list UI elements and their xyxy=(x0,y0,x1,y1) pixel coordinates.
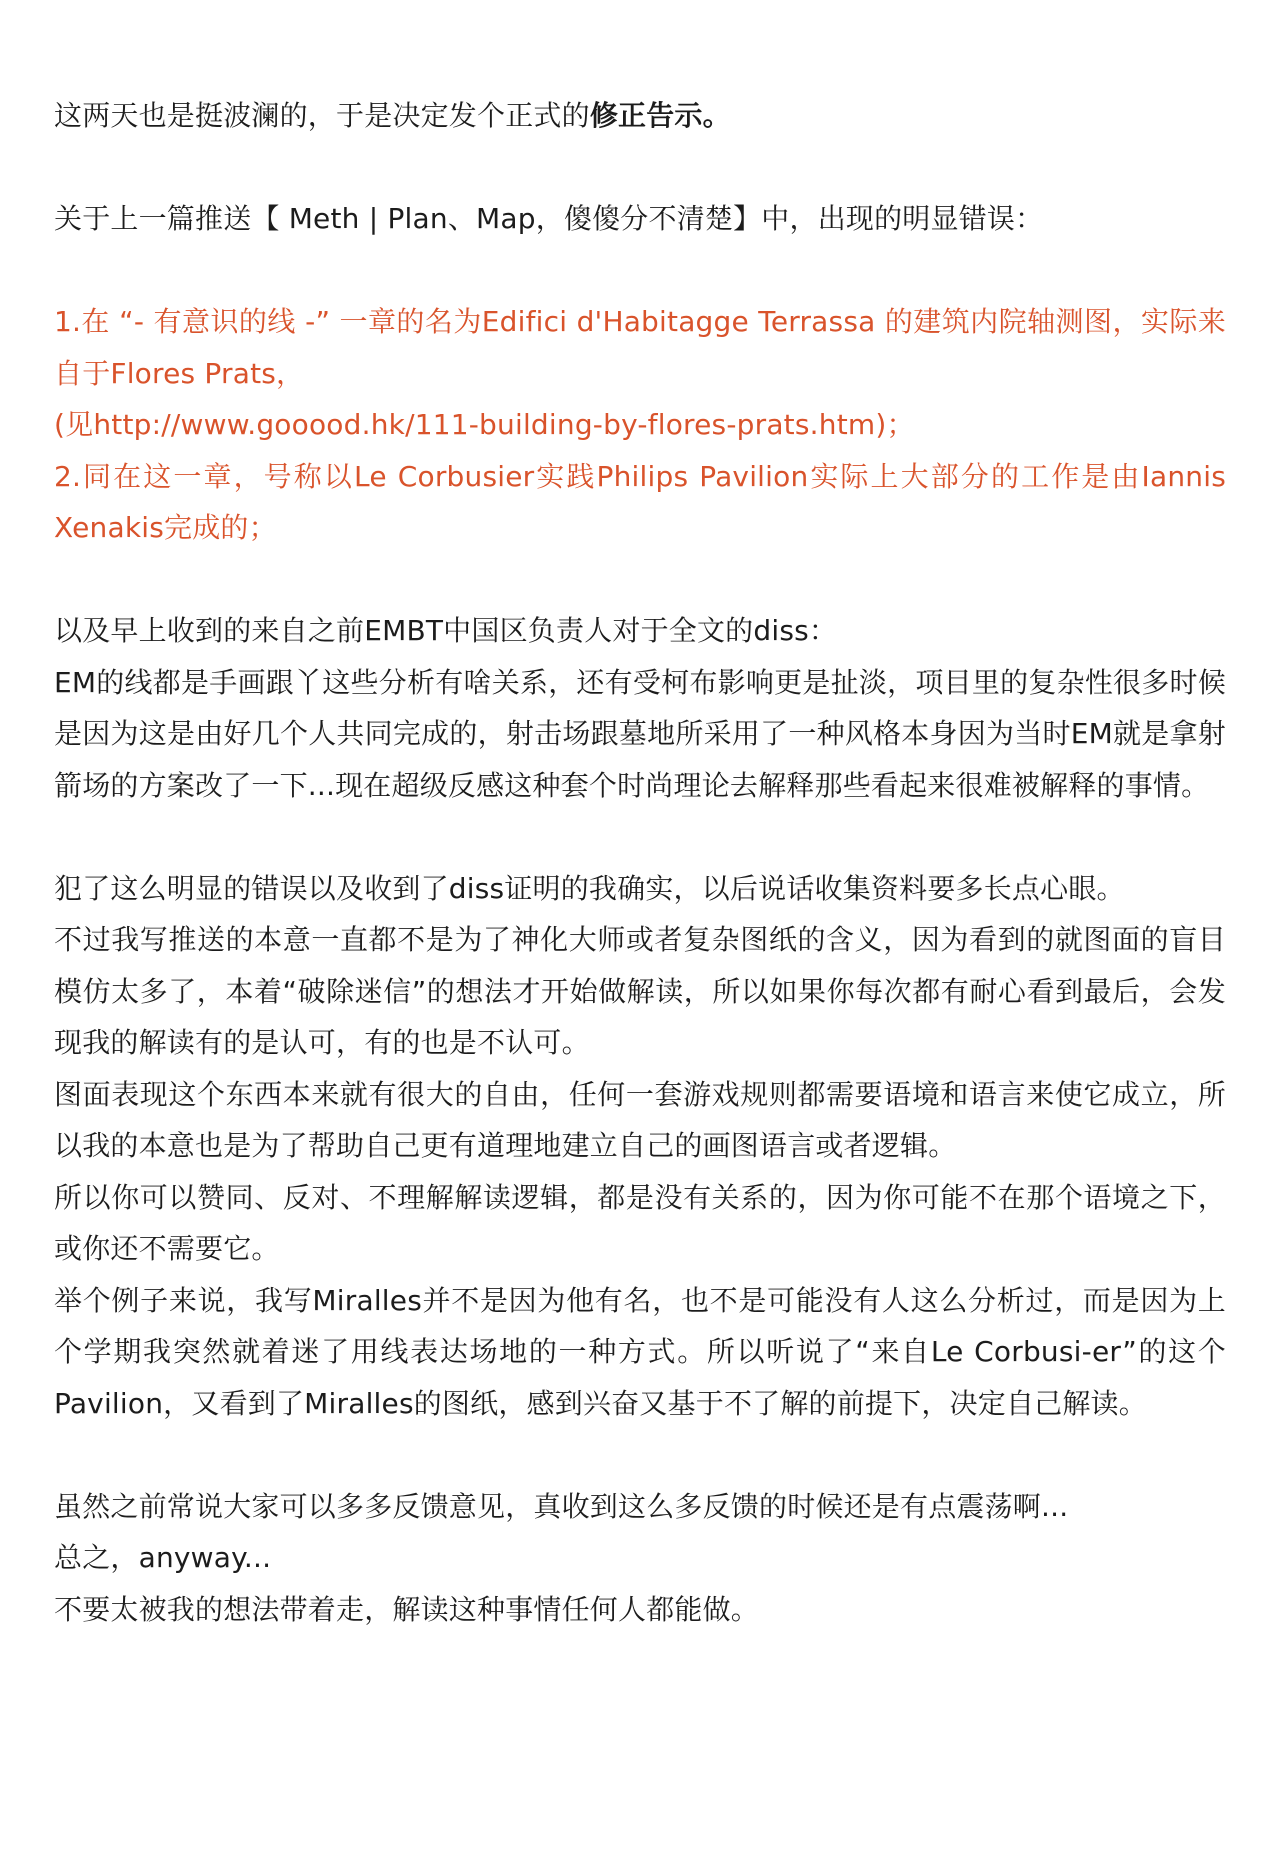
closing-line-1: 虽然之前常说大家可以多多反馈意见，真收到这么多反馈的时候还是有点震荡啊... xyxy=(54,1489,1069,1523)
reflection-paragraph-2: 不过我写推送的本意一直都不是为了神化大师或者复杂图纸的含义，因为看到的就图面的盲目模仿太多了，本着“破除迷信”的想法才开始做解读，所以如果你每次都有耐心看到最后，会发现我的解读有的是认可，有的也是不认可。 xyxy=(54,923,1226,1059)
correction-source-link: (见http://www.gooood.hk/111-building-by-flores-prats.htm)； xyxy=(54,408,915,441)
article-body xyxy=(54,90,1226,1635)
intro-text: 这两天也是挺波澜的，于是决定发个正式的 xyxy=(54,99,590,132)
reflection-paragraph-1: 犯了这么明显的错误以及收到了diss证明的我确实，以后说话收集资料要多长点心眼。 xyxy=(54,871,1125,905)
diss-quote: EM的线都是手画跟丫这些分析有啥关系，还有受柯布影响更是扯淡，项目里的复杂性很多时候是因为这是由好几个人共同完成的，射击场跟墓地所采用了一种风格本身因为当时EM就是拿射箭场的方案改了一下...现在超级反感这种套个时尚理论去解释那些看起来很难被解释的事情。 xyxy=(54,665,1226,802)
paragraph-gap xyxy=(54,142,1226,194)
reflection-paragraph-5: 举个例子来说，我写Miralles并不是因为他有名，也不是可能没有人这么分析过，而是因为上个学期我突然就着迷了用线表达场地的一种方式。所以听说了“来自Le Corbusi-er”的这个Pavilion，又看到了Miralles的图纸，感到兴奋又基于不了解的前提下，决定自己解读。 xyxy=(54,1283,1226,1420)
correction-item-1: 1.在 “- 有意识的线 -” 一章的名为Edifici d'Habitagge Terrassa 的建筑内院轴测图，实际来自于Flores Prats， xyxy=(54,305,1226,390)
paragraph-gap xyxy=(54,554,1226,606)
correction-item-2: 2.同在这一章，号称以Le Corbusier实践Philips Pavilion实际上大部分的工作是由Iannis Xenakis完成的； xyxy=(54,459,1226,544)
paragraph-gap xyxy=(54,811,1226,863)
errors-intro: 关于上一篇推送【 Meth | Plan、Map，傻傻分不清楚】中，出现的明显错误： xyxy=(54,202,1044,235)
intro-paragraph xyxy=(54,90,1226,142)
reflection-paragraph-3: 图面表现这个东西本来就有很大的自由，任何一套游戏规则都需要语境和语言来使它成立，所以我的本意也是为了帮助自己更有道理地建立自己的画图语言或者逻辑。 xyxy=(54,1077,1226,1162)
paragraph-gap xyxy=(54,1429,1226,1481)
closing-line-3: 不要太被我的想法带着走，解读这种事情任何人都能做。 xyxy=(54,1592,760,1626)
diss-intro: 以及早上收到的来自之前EMBT中国区负责人对于全文的diss： xyxy=(54,614,838,647)
corrections-list xyxy=(54,296,1226,554)
reflection-paragraph-4: 所以你可以赞同、反对、不理解解读逻辑，都是没有关系的，因为你可能不在那个语境之下，或你还不需要它。 xyxy=(54,1180,1226,1265)
closing-line-2: 总之，anyway... xyxy=(54,1541,272,1574)
paragraph-gap xyxy=(54,245,1226,297)
correction-notice-emphasis: 修正告示。 xyxy=(589,99,731,132)
